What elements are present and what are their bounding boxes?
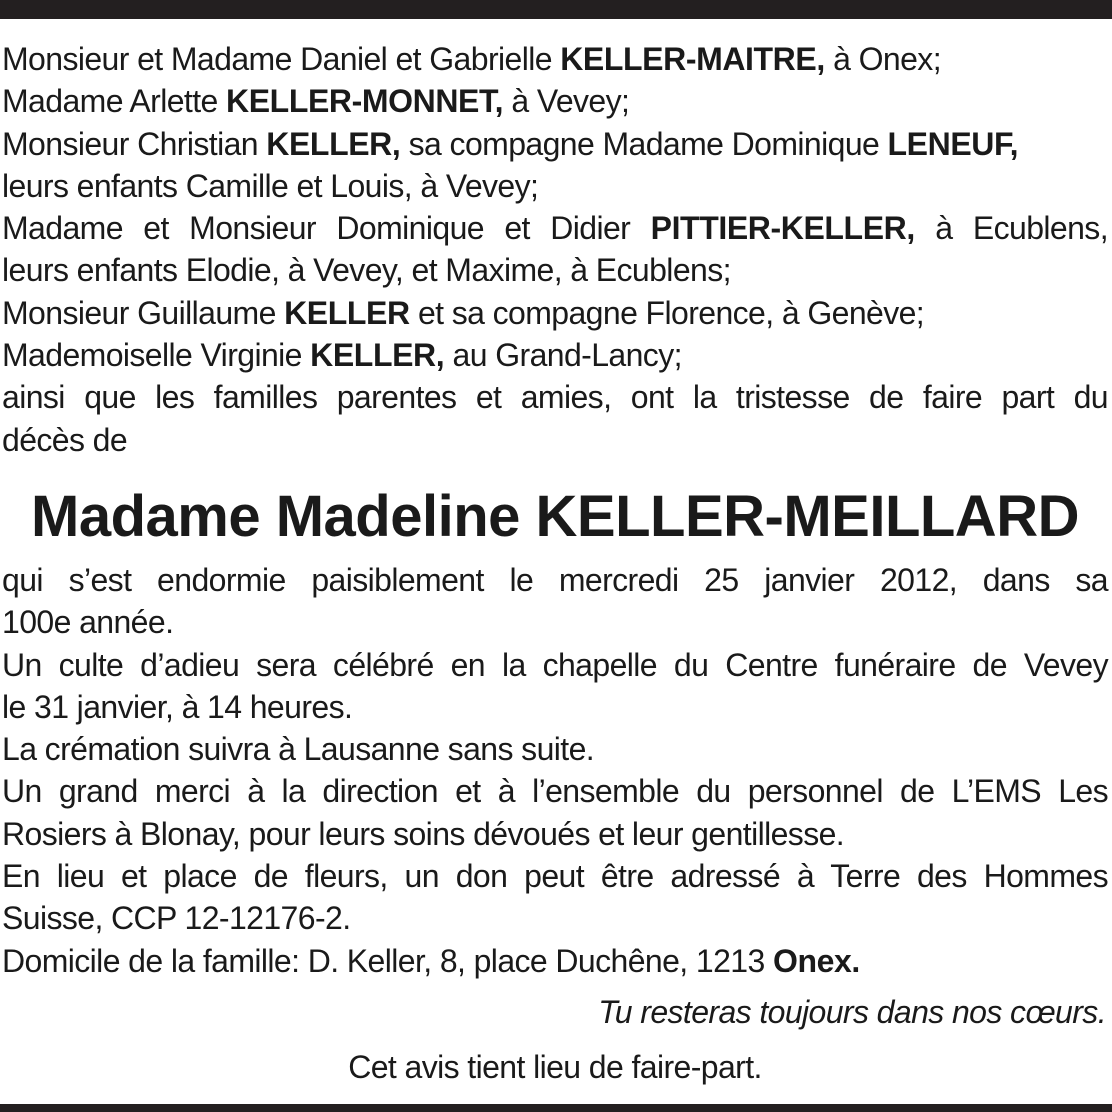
family-surname: KELLER, <box>266 125 401 162</box>
motto-quote: Tu resteras toujours dans nos cœurs. <box>598 993 1106 1030</box>
notice-details <box>2 559 1108 982</box>
family-surname: KELLER-MONNET, <box>226 83 504 120</box>
family-text: à Ecublens, <box>914 210 1108 247</box>
family-line-7 <box>2 292 1108 334</box>
bottom-border-rule <box>0 1104 1112 1112</box>
family-line-4: leurs enfants Camille et Louis, à Vevey; <box>2 167 539 204</box>
family-text: à Vevey; <box>503 83 630 120</box>
family-surname: KELLER, <box>310 337 445 374</box>
family-line-10: décès de <box>2 421 128 458</box>
family-surname: PITTIER-KELLER, <box>650 210 915 247</box>
details-line-2: 100e année. <box>2 604 174 641</box>
closing-note: Cet avis tient lieu de faire-part. <box>348 1048 762 1085</box>
details-line-8: En lieu et place de fleurs, un don peut être adressé à Terre des Hommes <box>2 858 1108 895</box>
details-line-10 <box>2 940 1108 982</box>
family-text: Madame et Monsieur Dominique et Didier <box>2 210 651 247</box>
details-line-4: le 31 janvier, à 14 heures. <box>2 688 353 725</box>
family-surname: KELLER <box>284 294 410 331</box>
obituary-notice <box>2 38 1108 1088</box>
family-text: Monsieur et Madame Daniel et Gabrielle <box>2 41 561 77</box>
family-text: Mademoiselle Virginie <box>2 337 311 374</box>
family-text: au Grand-Lancy; <box>444 337 682 374</box>
top-border-rule <box>0 0 1112 19</box>
details-line-7: Rosiers à Blonay, pour leurs soins dévoués et leur gentillesse. <box>2 815 845 852</box>
family-line-1 <box>2 38 1108 80</box>
family-line-2 <box>2 80 1108 122</box>
family-line-9: ainsi que les familles parentes et amies, ont la tristesse de faire part du <box>2 379 1108 416</box>
family-text: Monsieur Christian <box>2 125 267 162</box>
details-line-9: Suisse, CCP 12-12176-2. <box>2 900 351 937</box>
family-line-3 <box>2 123 1108 165</box>
family-surname: LENEUF, <box>887 125 1019 162</box>
family-text: Monsieur Guillaume <box>2 294 285 331</box>
deceased-name-heading: Madame Madeline KELLER-MEILLARD <box>31 483 1079 549</box>
details-line-1: qui s’est endormie paisiblement le mercredi 25 janvier 2012, dans sa <box>2 561 1108 598</box>
family-text: sa compagne Madame Dominique <box>400 125 888 162</box>
details-line-5: La crémation suivra à Lausanne sans suite. <box>2 731 595 768</box>
address-city: Onex. <box>772 942 860 979</box>
family-text: Madame Arlette <box>2 83 227 120</box>
details-line-6: Un grand merci à la direction et à l’ensemble du personnel de L’EMS Les <box>2 773 1108 810</box>
family-surname: KELLER-MAITRE, <box>560 41 825 77</box>
details-line-3: Un culte d’adieu sera célébré en la chapelle du Centre funéraire de Vevey <box>2 646 1108 683</box>
family-text: à Onex; <box>824 41 941 77</box>
family-text: et sa compagne Florence, à Genève; <box>409 294 925 331</box>
family-line-6: leurs enfants Elodie, à Vevey, et Maxime, à Ecublens; <box>2 252 731 289</box>
family-line-8 <box>2 334 1108 376</box>
family-line-5 <box>2 207 1108 249</box>
address-text: Domicile de la famille: D. Keller, 8, place Duchêne, 1213 <box>2 942 773 979</box>
